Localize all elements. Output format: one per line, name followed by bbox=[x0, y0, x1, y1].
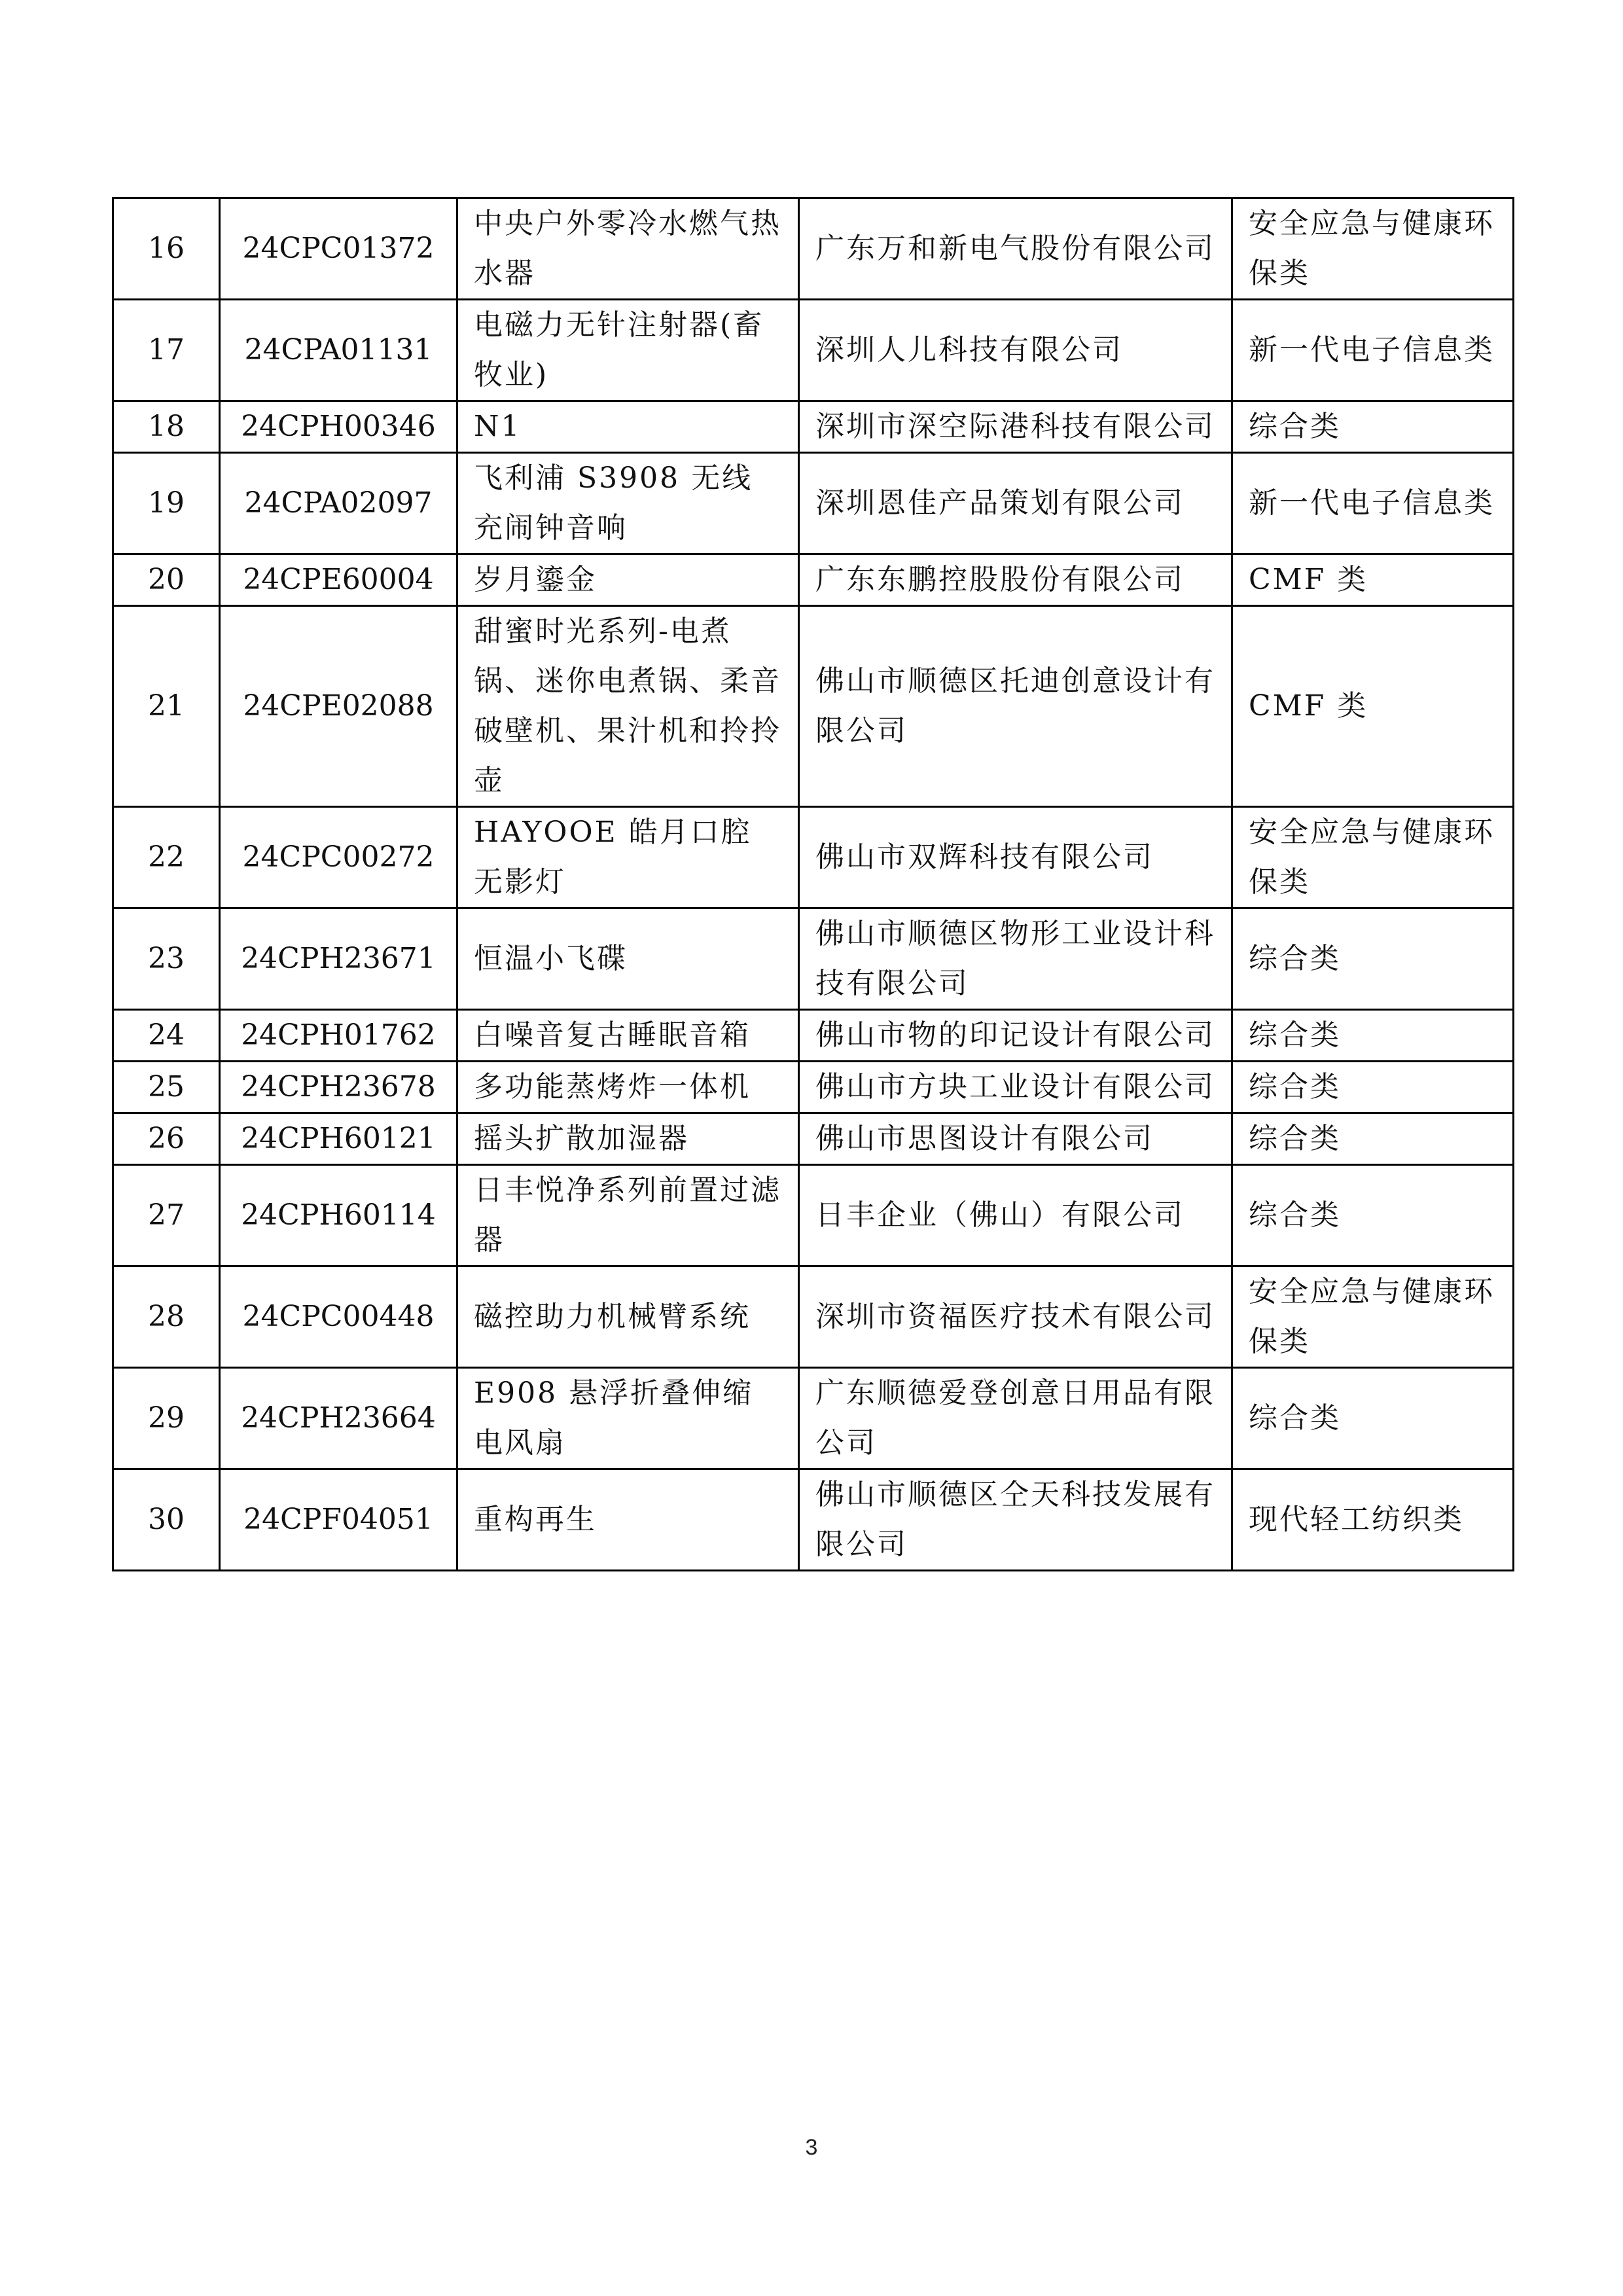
product-name-cell: 多功能蒸烤炸一体机 bbox=[457, 1062, 799, 1113]
row-number-cell: 25 bbox=[113, 1062, 220, 1113]
row-number-cell: 18 bbox=[113, 401, 220, 453]
row-number-cell: 22 bbox=[113, 807, 220, 908]
category-cell: CMF 类 bbox=[1232, 554, 1514, 606]
product-code-cell: 24CPE60004 bbox=[220, 554, 457, 606]
company-name-cell: 深圳恩佳产品策划有限公司 bbox=[799, 453, 1232, 554]
product-code-cell: 24CPC00272 bbox=[220, 807, 457, 908]
category-cell: 综合类 bbox=[1232, 1062, 1514, 1113]
category-cell: 综合类 bbox=[1232, 1165, 1514, 1266]
page-number: 3 bbox=[805, 2135, 818, 2160]
product-name-cell: N1 bbox=[457, 401, 799, 453]
row-number-cell: 20 bbox=[113, 554, 220, 606]
company-name-cell: 佛山市顺德区物形工业设计科技有限公司 bbox=[799, 908, 1232, 1010]
product-name-cell: E908 悬浮折叠伸缩电风扇 bbox=[457, 1368, 799, 1469]
product-name-cell: 岁月鎏金 bbox=[457, 554, 799, 606]
table-body bbox=[113, 198, 1514, 1571]
product-name-cell: 飞利浦 S3908 无线充闹钟音响 bbox=[457, 453, 799, 554]
product-code-cell: 24CPH00346 bbox=[220, 401, 457, 453]
category-cell: 现代轻工纺织类 bbox=[1232, 1469, 1514, 1571]
product-code-cell: 24CPH23664 bbox=[220, 1368, 457, 1469]
product-name-cell: 磁控助力机械臂系统 bbox=[457, 1266, 799, 1368]
product-code-cell: 24CPC01372 bbox=[220, 198, 457, 300]
category-cell: 安全应急与健康环保类 bbox=[1232, 1266, 1514, 1368]
product-code-cell: 24CPH60114 bbox=[220, 1165, 457, 1266]
table-row bbox=[113, 807, 1514, 908]
category-cell: 安全应急与健康环保类 bbox=[1232, 198, 1514, 300]
product-name-cell: 日丰悦净系列前置过滤器 bbox=[457, 1165, 799, 1266]
row-number-cell: 23 bbox=[113, 908, 220, 1010]
category-cell: 综合类 bbox=[1232, 1368, 1514, 1469]
company-name-cell: 广东万和新电气股份有限公司 bbox=[799, 198, 1232, 300]
table-row bbox=[113, 1165, 1514, 1266]
table-row bbox=[113, 1266, 1514, 1368]
category-cell: 新一代电子信息类 bbox=[1232, 453, 1514, 554]
row-number-cell: 16 bbox=[113, 198, 220, 300]
company-name-cell: 佛山市物的印记设计有限公司 bbox=[799, 1010, 1232, 1062]
table-row bbox=[113, 1062, 1514, 1113]
category-cell: 安全应急与健康环保类 bbox=[1232, 807, 1514, 908]
row-number-cell: 24 bbox=[113, 1010, 220, 1062]
product-code-cell: 24CPA02097 bbox=[220, 453, 457, 554]
company-name-cell: 广东顺德爱登创意日用品有限公司 bbox=[799, 1368, 1232, 1469]
row-number-cell: 19 bbox=[113, 453, 220, 554]
product-name-cell: 摇头扩散加湿器 bbox=[457, 1113, 799, 1165]
table-row bbox=[113, 198, 1514, 300]
table-row bbox=[113, 1368, 1514, 1469]
company-name-cell: 广东东鹏控股股份有限公司 bbox=[799, 554, 1232, 606]
category-cell: 综合类 bbox=[1232, 908, 1514, 1010]
row-number-cell: 30 bbox=[113, 1469, 220, 1571]
row-number-cell: 28 bbox=[113, 1266, 220, 1368]
category-cell: 综合类 bbox=[1232, 1010, 1514, 1062]
company-name-cell: 日丰企业（佛山）有限公司 bbox=[799, 1165, 1232, 1266]
table-row bbox=[113, 1010, 1514, 1062]
product-name-cell: 白噪音复古睡眠音箱 bbox=[457, 1010, 799, 1062]
product-code-cell: 24CPH23678 bbox=[220, 1062, 457, 1113]
product-name-cell: 重构再生 bbox=[457, 1469, 799, 1571]
table-row bbox=[113, 401, 1514, 453]
table-row bbox=[113, 908, 1514, 1010]
category-cell: CMF 类 bbox=[1232, 606, 1514, 807]
table-row bbox=[113, 300, 1514, 401]
row-number-cell: 27 bbox=[113, 1165, 220, 1266]
product-name-cell: 甜蜜时光系列-电煮锅、迷你电煮锅、柔音破壁机、果汁机和拎拎壶 bbox=[457, 606, 799, 807]
product-code-cell: 24CPC00448 bbox=[220, 1266, 457, 1368]
company-name-cell: 深圳人儿科技有限公司 bbox=[799, 300, 1232, 401]
row-number-cell: 26 bbox=[113, 1113, 220, 1165]
product-code-cell: 24CPH60121 bbox=[220, 1113, 457, 1165]
company-name-cell: 深圳市资福医疗技术有限公司 bbox=[799, 1266, 1232, 1368]
table-row bbox=[113, 453, 1514, 554]
company-name-cell: 佛山市顺德区托迪创意设计有限公司 bbox=[799, 606, 1232, 807]
row-number-cell: 17 bbox=[113, 300, 220, 401]
product-code-cell: 24CPH23671 bbox=[220, 908, 457, 1010]
company-name-cell: 深圳市深空际港科技有限公司 bbox=[799, 401, 1232, 453]
company-name-cell: 佛山市双辉科技有限公司 bbox=[799, 807, 1232, 908]
row-number-cell: 21 bbox=[113, 606, 220, 807]
award-list-table bbox=[112, 197, 1514, 1571]
product-code-cell: 24CPH01762 bbox=[220, 1010, 457, 1062]
table-row bbox=[113, 1113, 1514, 1165]
company-name-cell: 佛山市顺德区仝天科技发展有限公司 bbox=[799, 1469, 1232, 1571]
product-name-cell: 恒温小飞碟 bbox=[457, 908, 799, 1010]
row-number-cell: 29 bbox=[113, 1368, 220, 1469]
product-name-cell: 中央户外零冷水燃气热水器 bbox=[457, 198, 799, 300]
product-name-cell: HAYOOE 皓月口腔无影灯 bbox=[457, 807, 799, 908]
category-cell: 综合类 bbox=[1232, 1113, 1514, 1165]
company-name-cell: 佛山市方块工业设计有限公司 bbox=[799, 1062, 1232, 1113]
table-row bbox=[113, 1469, 1514, 1571]
table-row bbox=[113, 606, 1514, 807]
product-code-cell: 24CPF04051 bbox=[220, 1469, 457, 1571]
category-cell: 综合类 bbox=[1232, 401, 1514, 453]
category-cell: 新一代电子信息类 bbox=[1232, 300, 1514, 401]
product-name-cell: 电磁力无针注射器(畜牧业) bbox=[457, 300, 799, 401]
company-name-cell: 佛山市思图设计有限公司 bbox=[799, 1113, 1232, 1165]
product-code-cell: 24CPE02088 bbox=[220, 606, 457, 807]
product-code-cell: 24CPA01131 bbox=[220, 300, 457, 401]
table-row bbox=[113, 554, 1514, 606]
